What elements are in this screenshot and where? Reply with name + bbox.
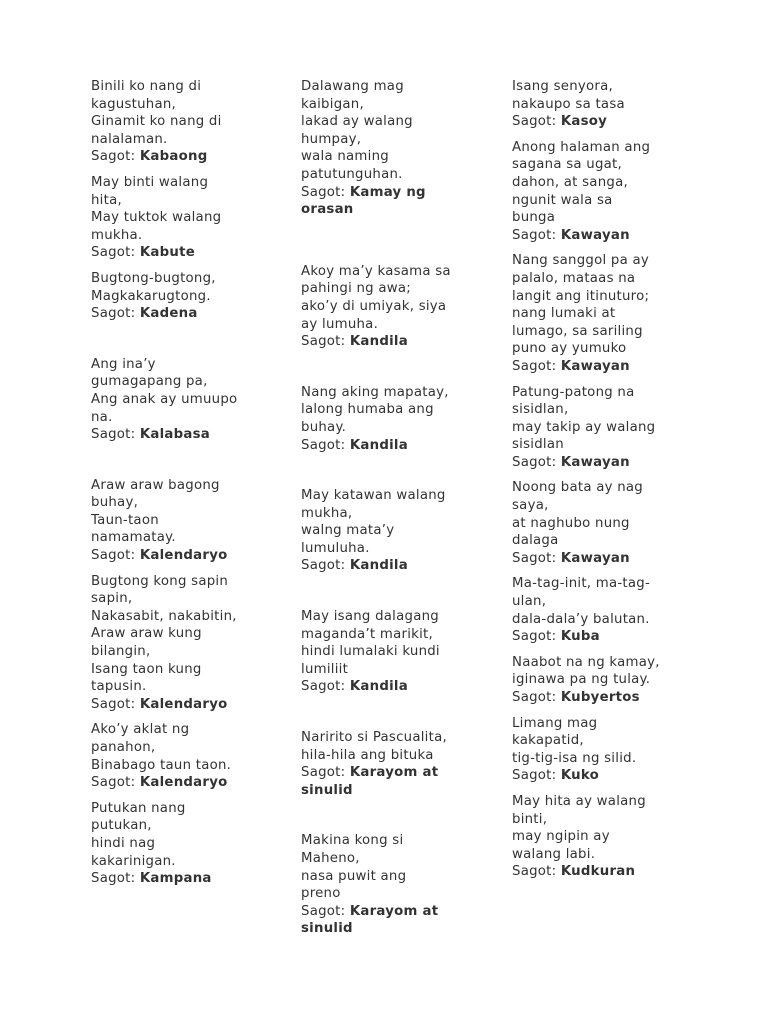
riddle-column-3 <box>512 78 680 889</box>
answer-text: Karayom at sinulid <box>301 903 439 937</box>
answer-text: Kadena <box>139 306 198 322</box>
riddle-line: Ang ina’y <box>91 356 156 372</box>
riddle-item <box>512 654 680 707</box>
answer-text: Kabaong <box>139 149 208 165</box>
riddle-item <box>301 263 469 351</box>
riddle-line: tig-tig-isa ng silid. <box>512 750 637 766</box>
riddle-line: putukan, <box>91 818 152 834</box>
answer-line <box>301 184 469 219</box>
riddle-line: Isang senyora, <box>512 79 613 94</box>
riddle-line: may takip ay walang <box>512 419 656 435</box>
riddle-line: May isang dalagang <box>301 609 439 625</box>
riddle-item <box>512 715 680 785</box>
riddle-line: may ngipin ay <box>512 829 610 845</box>
answer-prefix: Sagot: <box>301 437 350 453</box>
riddle-line: dahon, at sanga, <box>512 174 628 190</box>
answer-line <box>301 903 469 938</box>
riddle-line: puno ay yumuko <box>512 341 627 357</box>
answer-text: Kawayan <box>560 550 630 566</box>
riddle-line: pahingi ng awa; <box>301 281 411 297</box>
answer-line <box>91 870 259 888</box>
answer-prefix: Sagot: <box>91 427 140 443</box>
riddle-line: Binili ko nang di <box>91 79 202 94</box>
answer-prefix: Sagot: <box>301 679 350 695</box>
riddle-line: kagustuhan, <box>91 96 177 112</box>
riddle-item <box>512 793 680 881</box>
answer-text: Kandila <box>349 334 408 350</box>
answer-line <box>91 547 259 565</box>
answer-prefix: Sagot: <box>91 245 140 261</box>
riddle-line: ako’y di umiyak, siya <box>301 298 447 314</box>
answer-line <box>301 333 469 351</box>
answer-text: Kalendaryo <box>139 696 228 712</box>
riddle-line: iginawa pa ng tulay. <box>512 672 651 688</box>
answer-line <box>512 358 680 376</box>
riddle-line: bilangin, <box>91 644 151 660</box>
riddle-line: kakapatid, <box>512 733 584 749</box>
riddle-line: Bugtong kong sapin <box>91 573 229 589</box>
answer-prefix: Sagot: <box>301 334 350 350</box>
riddle-line: sagana sa ugat, <box>512 157 622 173</box>
answer-prefix: Sagot: <box>512 629 561 645</box>
answer-text: Kandila <box>349 558 408 574</box>
riddle-line: Noong bata ay nag <box>512 480 643 496</box>
answer-prefix: Sagot: <box>301 558 350 574</box>
riddle-item <box>91 356 259 444</box>
riddle-line: na. <box>91 409 113 425</box>
answer-text: Kubyertos <box>560 690 640 705</box>
riddle-line: Bugtong-bugtong, <box>91 270 216 286</box>
riddle-line: lakad ay walang <box>301 114 413 130</box>
riddle-line: dala-dala’y balutan. <box>512 611 650 627</box>
answer-line <box>91 774 259 792</box>
riddle-line: Nang sanggol pa ay <box>512 253 649 269</box>
riddle-line: bunga <box>512 210 556 226</box>
riddle-line: ulan, <box>512 594 547 610</box>
riddle-line: Isang taon kung <box>91 661 202 677</box>
riddle-line: Naabot na ng kamay, <box>512 654 660 670</box>
riddle-line: sapin, <box>91 591 133 607</box>
answer-prefix: Sagot: <box>512 358 561 374</box>
riddle-line: Anong halaman ang <box>512 139 651 155</box>
riddle-line: gumagapang pa, <box>91 374 208 390</box>
riddle-item <box>91 477 259 565</box>
answer-line <box>512 689 680 707</box>
answer-prefix: Sagot: <box>512 227 561 243</box>
answer-prefix: Sagot: <box>91 696 140 712</box>
answer-text: Kamay ng orasan <box>301 184 426 218</box>
riddle-line: May tuktok walang <box>91 210 222 226</box>
answer-line <box>512 227 680 245</box>
riddle-item <box>512 78 680 131</box>
answer-line <box>91 426 259 444</box>
riddle-item <box>91 174 259 262</box>
riddle-line: nakaupo sa tasa <box>512 96 625 112</box>
riddle-item <box>512 139 680 245</box>
riddle-line: Dalawang mag <box>301 79 404 94</box>
riddle-item <box>301 78 469 219</box>
riddle-line: sisidlan <box>512 437 564 453</box>
riddle-item <box>301 608 469 696</box>
riddle-line: namamatay. <box>91 530 176 546</box>
riddle-line: langit ang itinuturo; <box>512 288 650 304</box>
riddle-line: sisidlan, <box>512 402 569 418</box>
answer-line <box>91 244 259 262</box>
riddle-line: Nang aking mapatay, <box>301 384 449 400</box>
riddle-line: Akoy ma’y kasama sa <box>301 263 451 279</box>
riddle-line: panahon, <box>91 740 156 755</box>
answer-text: Kandila <box>349 679 408 695</box>
riddle-item <box>512 384 680 472</box>
answer-text: Kuko <box>560 768 600 784</box>
answer-prefix: Sagot: <box>301 903 350 919</box>
answer-text: Kabute <box>139 245 195 261</box>
answer-line <box>512 863 680 881</box>
riddle-line: lumago, sa sariling <box>512 323 643 339</box>
riddle-item <box>512 252 680 375</box>
riddle-item <box>91 270 259 323</box>
riddle-line: Taun-taon <box>91 512 159 528</box>
answer-prefix: Sagot: <box>301 765 350 781</box>
answer-text: Kuba <box>560 629 600 645</box>
riddle-line: ay lumuha. <box>301 316 379 332</box>
answer-prefix: Sagot: <box>91 149 140 165</box>
riddle-item <box>512 479 680 567</box>
riddle-line: May hita ay walang <box>512 793 646 809</box>
riddle-line: nasa puwit ang <box>301 868 407 884</box>
riddle-line: Magkakarugtong. <box>91 288 211 304</box>
answer-prefix: Sagot: <box>512 768 561 784</box>
riddle-line: patutunguhan. <box>301 166 403 182</box>
riddle-item <box>301 384 469 454</box>
riddle-line: Ginamit ko nang di <box>91 114 222 130</box>
riddle-line: Araw araw kung <box>91 626 202 642</box>
riddle-line: saya, <box>512 498 549 514</box>
riddle-line: Binabago taun taon. <box>91 757 232 773</box>
riddle-line: walang labi. <box>512 846 596 862</box>
answer-prefix: Sagot: <box>512 114 561 130</box>
riddle-line: nang lumaki at <box>512 306 616 322</box>
answer-prefix: Sagot: <box>91 306 140 322</box>
answer-line <box>91 305 259 323</box>
answer-prefix: Sagot: <box>512 690 561 705</box>
riddle-line: May katawan walang <box>301 488 446 504</box>
riddle-line: nalalaman. <box>91 131 168 147</box>
riddle-line: preno <box>301 886 341 902</box>
answer-prefix: Sagot: <box>512 454 561 470</box>
riddle-line: Nakasabit, nakabitin, <box>91 608 237 624</box>
riddle-line: dalaga <box>512 533 559 549</box>
riddle-line: palalo, mataas na <box>512 270 636 286</box>
answer-text: Kawayan <box>560 227 630 243</box>
riddle-line: Ako’y aklat ng <box>91 722 190 738</box>
riddle-line: walng mata’y <box>301 523 395 539</box>
answer-text: Kawayan <box>560 454 630 470</box>
answer-text: Kasoy <box>560 114 608 130</box>
riddle-item <box>91 573 259 714</box>
answer-text: Kalabasa <box>139 427 211 443</box>
riddle-line: lalong humaba ang <box>301 402 434 418</box>
riddle-line: hita, <box>91 192 122 208</box>
answer-text: Kalendaryo <box>139 775 228 791</box>
answer-line <box>301 557 469 575</box>
riddle-line: hila-hila ang bituka <box>301 747 434 763</box>
answer-text: Kudkuran <box>560 864 636 880</box>
riddle-item <box>91 78 259 166</box>
riddle-column-2 <box>301 78 469 946</box>
riddle-line: kaibigan, <box>301 96 364 112</box>
answer-line <box>91 148 259 166</box>
riddle-item <box>512 575 680 645</box>
answer-line <box>512 767 680 785</box>
riddle-line: May binti walang <box>91 174 209 190</box>
answer-text: Kandila <box>349 437 408 453</box>
answer-line <box>301 764 469 799</box>
riddle-line: mukha. <box>91 227 143 243</box>
riddle-item <box>301 487 469 575</box>
riddle-line: mukha, <box>301 505 353 521</box>
riddle-line: Ang anak ay umuupo <box>91 391 238 407</box>
answer-line <box>512 454 680 472</box>
riddle-item <box>301 729 469 799</box>
riddle-item <box>91 800 259 888</box>
answer-prefix: Sagot: <box>512 864 561 880</box>
riddle-line: Araw araw bagong <box>91 477 220 493</box>
answer-prefix: Sagot: <box>91 871 140 887</box>
riddle-line: buhay, <box>91 495 139 511</box>
riddle-line: Maheno, <box>301 851 360 866</box>
answer-line <box>512 113 680 131</box>
answer-text: Karayom at sinulid <box>301 765 439 798</box>
riddle-line: buhay. <box>301 419 347 435</box>
riddle-line: ngunit wala sa <box>512 192 613 208</box>
riddle-item <box>91 721 259 791</box>
riddle-line: kakarinigan. <box>91 853 176 869</box>
riddle-line: binti, <box>512 811 548 827</box>
answer-line <box>301 678 469 696</box>
answer-prefix: Sagot: <box>301 184 350 200</box>
answer-prefix: Sagot: <box>91 548 140 564</box>
riddle-column-1 <box>91 78 259 896</box>
riddle-line: Ma-tag-init, ma-tag- <box>512 576 651 592</box>
answer-line <box>512 628 680 646</box>
answer-prefix: Sagot: <box>91 775 140 791</box>
riddle-item <box>301 832 469 938</box>
answer-line <box>512 550 680 568</box>
answer-line <box>301 437 469 455</box>
riddle-line: Putukan nang <box>91 800 186 816</box>
riddle-line: hindi lumalaki kundi <box>301 644 440 660</box>
answer-text: Kawayan <box>560 358 630 374</box>
answer-text: Kampana <box>139 871 212 887</box>
riddle-line: maganda’t marikit, <box>301 626 433 642</box>
riddle-line: lumiliit <box>301 661 349 677</box>
riddle-line: lumuluha. <box>301 540 370 556</box>
riddle-line: tapusin. <box>91 679 147 695</box>
riddle-line: Patung-patong na <box>512 384 635 400</box>
riddle-line: at naghubo nung <box>512 515 630 531</box>
answer-prefix: Sagot: <box>512 550 561 566</box>
answer-text: Kalendaryo <box>139 548 228 564</box>
riddle-line: humpay, <box>301 131 362 147</box>
riddle-line: hindi nag <box>91 835 156 851</box>
riddle-line: Limang mag <box>512 715 598 731</box>
riddle-line: wala naming <box>301 149 389 165</box>
answer-line <box>91 696 259 714</box>
riddle-line: Naririto si Pascualita, <box>301 730 447 746</box>
riddle-line: Makina kong si <box>301 833 404 849</box>
